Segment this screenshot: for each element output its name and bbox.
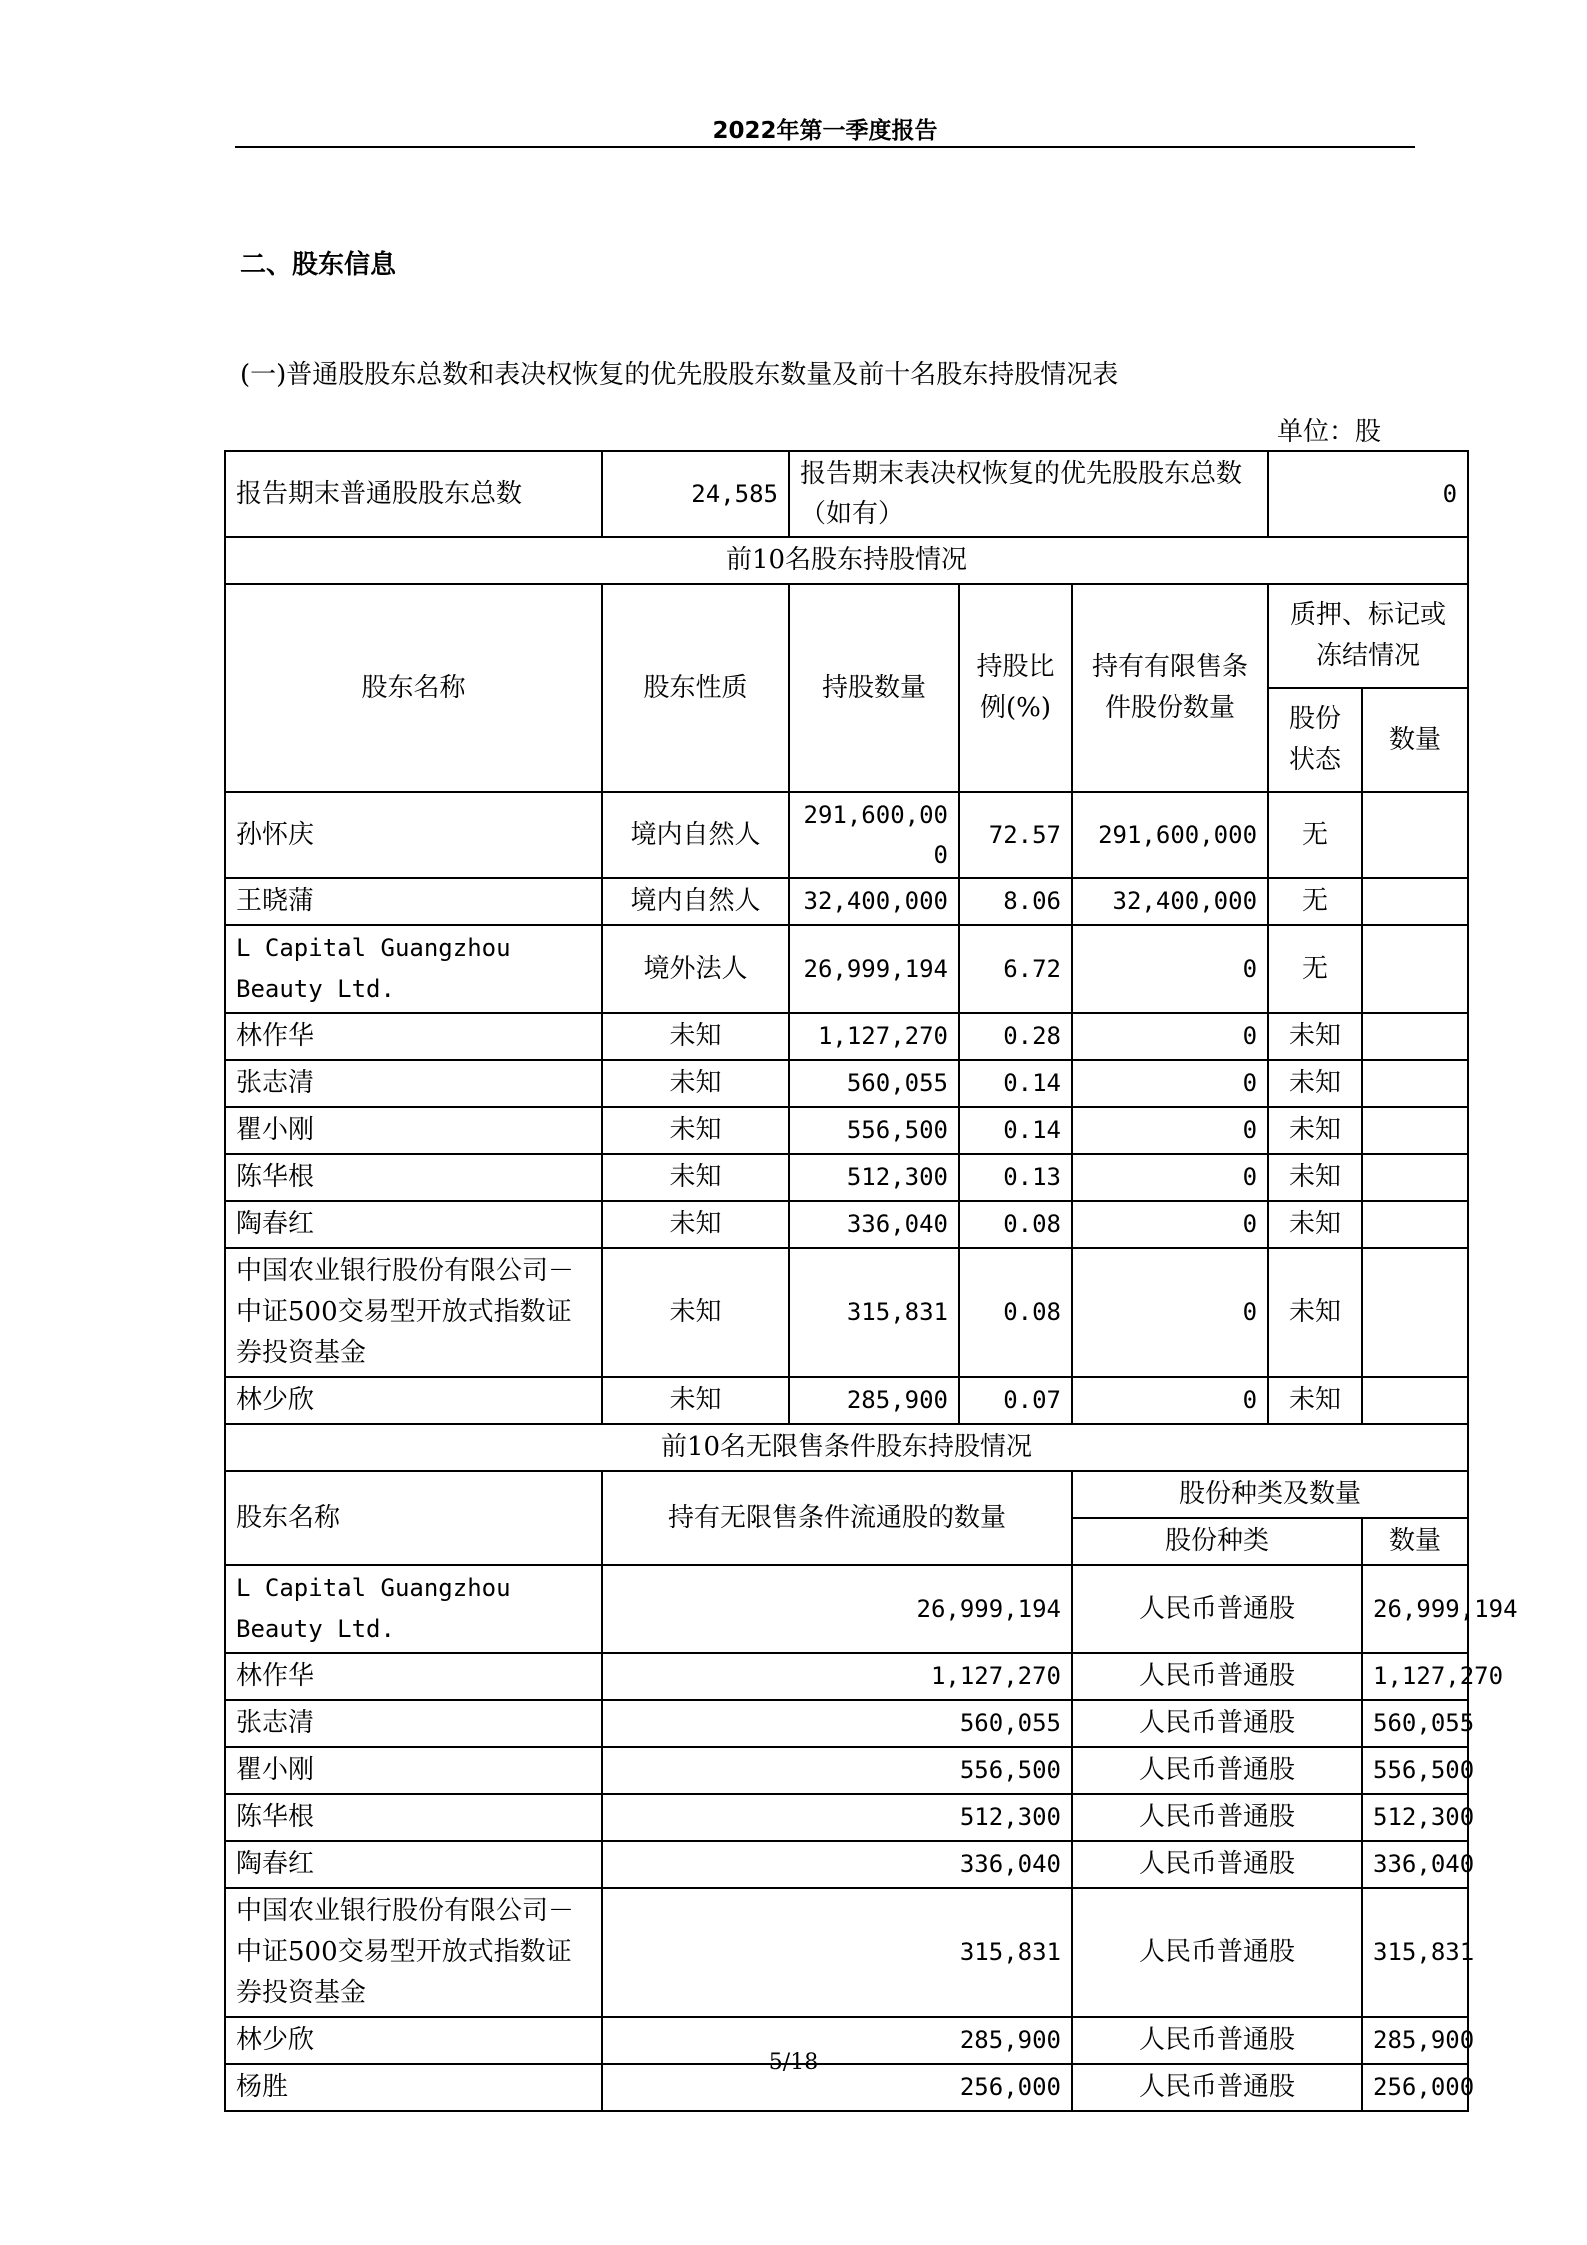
shareholder-name: 林少欣 [225,1377,602,1424]
pledge-count [1362,792,1468,878]
holding-ratio: 0.14 [959,1107,1072,1154]
holding-ratio: 0.08 [959,1201,1072,1248]
holding-ratio: 6.72 [959,925,1072,1013]
shareholder-name: 张志清 [225,1060,602,1107]
unrestricted-qty: 512,300 [602,1794,1072,1841]
shareholder-name: L Capital Guangzhou Beauty Ltd. [225,925,602,1013]
shares-held: 285,900 [789,1377,959,1424]
holding-ratio: 0.08 [959,1248,1072,1377]
shareholder-nature: 境内自然人 [602,792,789,878]
top10-row [225,1154,1468,1201]
top10-row [225,1107,1468,1154]
shareholder-name: 孙怀庆 [225,792,602,878]
top10-row [225,1377,1468,1424]
unrestricted-row [225,1794,1468,1841]
preferred-holders-value: 0 [1268,451,1468,537]
pledge-count [1362,1248,1468,1377]
col-header-kind-and-qty: 股份种类及数量 [1072,1471,1468,1518]
share-count: 512,300 [1362,1794,1468,1841]
pledge-status: 未知 [1268,1248,1362,1377]
unit-label: 单位：股 [1277,417,1382,447]
holding-ratio: 8.06 [959,878,1072,925]
holding-ratio: 72.57 [959,792,1072,878]
pledge-status: 未知 [1268,1107,1362,1154]
pledge-count [1362,1013,1468,1060]
unrestricted-header-row [225,1471,1468,1518]
common-holders-value: 24,585 [602,451,789,537]
pledge-status: 无 [1268,925,1362,1013]
col-header-holder-name: 股东名称 [225,1471,602,1565]
share-count: 1,127,270 [1362,1653,1468,1700]
restricted-shares: 32,400,000 [1072,878,1268,925]
pledge-count [1362,1060,1468,1107]
pledge-status: 无 [1268,878,1362,925]
shareholder-nature: 未知 [602,1107,789,1154]
shares-held: 556,500 [789,1107,959,1154]
top10-header-row [225,584,1468,688]
pledge-status: 未知 [1268,1201,1362,1248]
header-divider [235,146,1415,148]
holding-ratio: 0.07 [959,1377,1072,1424]
preferred-holders-label: 报告期末表决权恢复的优先股股东总数（如有） [789,451,1268,537]
share-count: 315,831 [1362,1888,1468,2017]
share-kind: 人民币普通股 [1072,1700,1362,1747]
top10-row [225,925,1468,1013]
share-kind: 人民币普通股 [1072,1888,1362,2017]
share-kind: 人民币普通股 [1072,1747,1362,1794]
holding-ratio: 0.14 [959,1060,1072,1107]
unrestricted-row [225,1700,1468,1747]
unrestricted-qty: 285,900 [602,2017,1072,2064]
holder-name: 林少欣 [225,2017,602,2064]
shareholder-table [224,450,1518,2112]
unrestricted-qty: 315,831 [602,1888,1072,2017]
restricted-shares: 291,600,000 [1072,792,1268,878]
unrestricted-qty: 560,055 [602,1700,1072,1747]
subsection-title: (一)普通股股东总数和表决权恢复的优先股股东数量及前十名股东持股情况表 [240,360,1119,390]
unrestricted-qty: 556,500 [602,1747,1072,1794]
shareholder-name: 陈华根 [225,1154,602,1201]
holder-name: 瞿小刚 [225,1747,602,1794]
share-kind: 人民币普通股 [1072,1841,1362,1888]
unrestricted-qty: 256,000 [602,2064,1072,2111]
holding-ratio: 0.13 [959,1154,1072,1201]
col-header-nature: 股东性质 [602,584,789,792]
page-header-title: 2022年第一季度报告 [712,118,938,144]
unrestricted-row [225,1747,1468,1794]
shareholder-nature: 境内自然人 [602,878,789,925]
section-title: 二、股东信息 [240,250,397,280]
unrestricted-row [225,1653,1468,1700]
shares-held: 1,127,270 [789,1013,959,1060]
top10-row [225,1248,1468,1377]
shareholder-name: 林作华 [225,1013,602,1060]
col-header-name: 股东名称 [225,584,602,792]
shares-held: 512,300 [789,1154,959,1201]
col-header-share-kind: 股份种类 [1072,1518,1362,1565]
share-kind: 人民币普通股 [1072,2017,1362,2064]
share-kind: 人民币普通股 [1072,1565,1362,1653]
col-header-count: 数量 [1362,688,1468,792]
top10-row [225,1201,1468,1248]
unrestricted-title-row [225,1424,1468,1471]
share-count: 336,040 [1362,1841,1468,1888]
shares-held: 26,999,194 [789,925,959,1013]
pledge-status: 无 [1268,792,1362,878]
holder-name: 张志清 [225,1700,602,1747]
shares-held: 32,400,000 [789,878,959,925]
restricted-shares: 0 [1072,1377,1268,1424]
top10-title-row [225,537,1468,584]
pledge-count [1362,1154,1468,1201]
holder-name: L Capital Guangzhou Beauty Ltd. [225,1565,602,1653]
unrestricted-qty: 26,999,194 [602,1565,1072,1653]
pledge-count [1362,878,1468,925]
shareholder-name: 瞿小刚 [225,1107,602,1154]
share-kind: 人民币普通股 [1072,2064,1362,2111]
shareholder-nature: 境外法人 [602,925,789,1013]
shares-held: 336,040 [789,1201,959,1248]
restricted-shares: 0 [1072,925,1268,1013]
shareholder-name: 陶春红 [225,1201,602,1248]
top10-row [225,1060,1468,1107]
shareholder-nature: 未知 [602,1013,789,1060]
restricted-shares: 0 [1072,1060,1268,1107]
col-header-shares: 持股数量 [789,584,959,792]
restricted-shares: 0 [1072,1154,1268,1201]
unrestricted-qty: 1,127,270 [602,1653,1072,1700]
holder-name: 林作华 [225,1653,602,1700]
unrestricted-row [225,1888,1468,2017]
holder-name: 陈华根 [225,1794,602,1841]
shares-held: 291,600,000 [789,792,959,878]
top10-row [225,878,1468,925]
shareholder-name: 王晓蒲 [225,878,602,925]
unrestricted-title: 前10名无限售条件股东持股情况 [225,1424,1468,1471]
pledge-count [1362,1107,1468,1154]
common-holders-label: 报告期末普通股股东总数 [225,451,602,537]
pledge-count [1362,1201,1468,1248]
pledge-status: 未知 [1268,1013,1362,1060]
pledge-status: 未知 [1268,1060,1362,1107]
share-kind: 人民币普通股 [1072,1794,1362,1841]
share-count: 26,999,194 [1362,1565,1468,1653]
shares-held: 560,055 [789,1060,959,1107]
pledge-status: 未知 [1268,1377,1362,1424]
pledge-count [1362,925,1468,1013]
col-header-share-count: 数量 [1362,1518,1468,1565]
restricted-shares: 0 [1072,1201,1268,1248]
top10-row [225,792,1468,878]
shareholder-name: 中国农业银行股份有限公司－中证500交易型开放式指数证券投资基金 [225,1248,602,1377]
col-header-ratio: 持股比例(%) [959,584,1072,792]
pledge-status: 未知 [1268,1154,1362,1201]
shareholder-nature: 未知 [602,1248,789,1377]
unrestricted-row [225,1841,1468,1888]
holder-name: 中国农业银行股份有限公司－中证500交易型开放式指数证券投资基金 [225,1888,602,2017]
holder-name: 杨胜 [225,2064,602,2111]
share-count: 256,000 [1362,2064,1468,2111]
share-count: 285,900 [1362,2017,1468,2064]
top10-title: 前10名股东持股情况 [225,537,1468,584]
pledge-count [1362,1377,1468,1424]
col-header-status: 股份状态 [1268,688,1362,792]
holder-name: 陶春红 [225,1841,602,1888]
col-header-restricted: 持有有限售条件股份数量 [1072,584,1268,792]
unrestricted-row [225,1565,1468,1653]
holding-ratio: 0.28 [959,1013,1072,1060]
shares-held: 315,831 [789,1248,959,1377]
share-count: 560,055 [1362,1700,1468,1747]
share-kind: 人民币普通股 [1072,1653,1362,1700]
top10-row [225,1013,1468,1060]
shareholder-nature: 未知 [602,1377,789,1424]
col-header-unrestricted-qty: 持有无限售条件流通股的数量 [602,1471,1072,1565]
page-number: 5/18 [768,2050,819,2075]
shareholder-nature: 未知 [602,1201,789,1248]
col-header-pledge: 质押、标记或冻结情况 [1268,584,1468,688]
shareholder-nature: 未知 [602,1060,789,1107]
shareholder-nature: 未知 [602,1154,789,1201]
restricted-shares: 0 [1072,1107,1268,1154]
unrestricted-qty: 336,040 [602,1841,1072,1888]
restricted-shares: 0 [1072,1013,1268,1060]
share-count: 556,500 [1362,1747,1468,1794]
restricted-shares: 0 [1072,1248,1268,1377]
summary-row [225,451,1468,537]
